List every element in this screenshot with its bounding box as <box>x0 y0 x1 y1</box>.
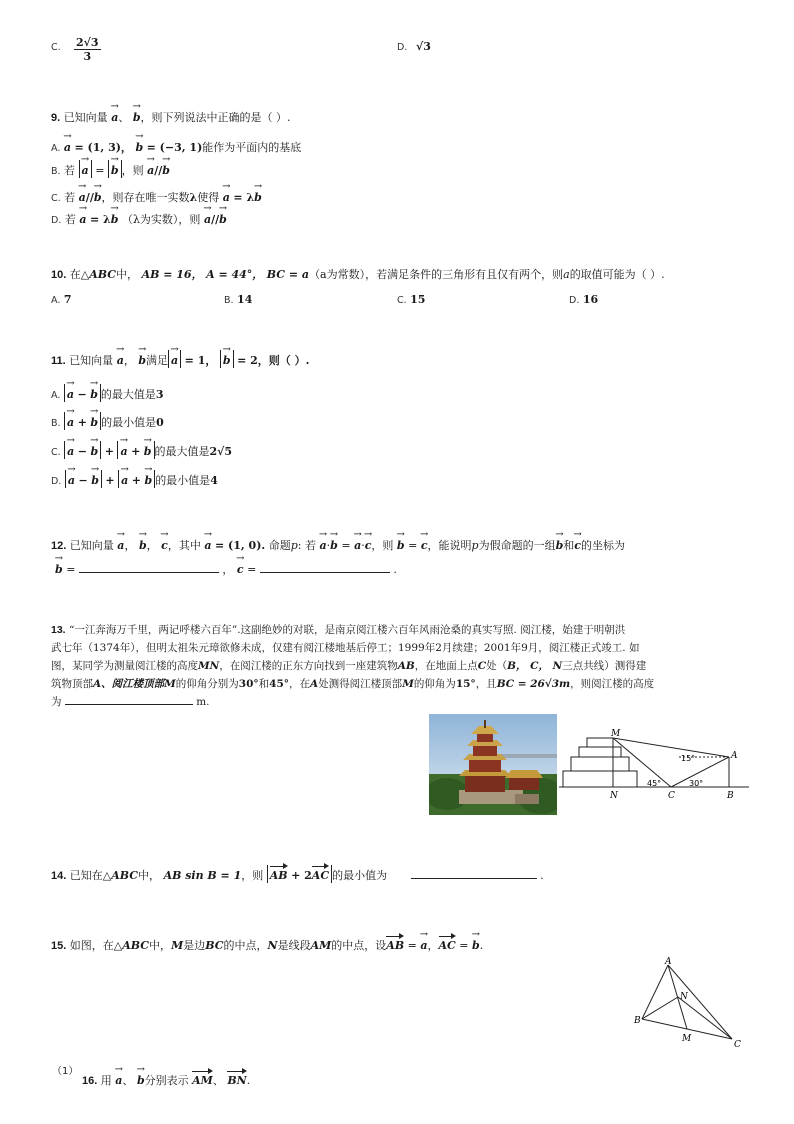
q13-line3c: ，在地面上点 <box>414 660 478 672</box>
q13-line3e: 三点共线）测得建 <box>562 660 647 672</box>
q8-option-c-numerator: 2√3 <box>76 36 99 49</box>
q15-vec-a: → a <box>420 936 427 951</box>
q13-line4m2: M <box>402 678 414 690</box>
q13-line4b: A、阅江楼顶部 <box>93 678 165 690</box>
q11-option-b <box>51 412 164 430</box>
q15-side-ac <box>668 965 732 1039</box>
q9-stem-text-a: 已知向量 <box>63 111 108 124</box>
q15-n: N <box>267 939 278 952</box>
q13-line4c: 的仰角分别为 <box>175 678 239 690</box>
q10-bc: BC = a <box>266 268 310 281</box>
q11-oa-val: 3 <box>155 388 164 401</box>
q16-number: 16. <box>82 1075 98 1087</box>
q13-segment-ma <box>613 738 729 757</box>
q15-stem-c: 是边 <box>183 939 206 952</box>
q9-option-d-vec-a2: → a <box>204 210 211 225</box>
q13-line2: 武七年（1374年），但明太祖朱元璋欲修未成，仅建有阅江楼地基后停工；1999年2月续建；2001年9月，阅江楼正式竣工. 如 <box>51 642 640 654</box>
q12-ans-vec-c: → c <box>237 560 244 575</box>
q13-line3d: 处（ <box>486 660 508 672</box>
q11-ob-vec-a: → a <box>67 413 74 428</box>
q9-option-d-vec-a: → a <box>79 210 86 225</box>
q11-oc-vec-b: → b <box>91 442 99 457</box>
q15-figure <box>628 955 748 1050</box>
q12-vec-c: → c <box>161 536 168 551</box>
q15-end: . <box>479 939 484 952</box>
q9-option-a <box>51 138 301 155</box>
q12-vec-c4: → c <box>574 536 581 551</box>
q9-option-d <box>51 210 227 227</box>
q16-stem <box>82 1071 250 1088</box>
q11-vec-b: → b <box>138 351 146 366</box>
q11-od-vec-b: → b <box>91 471 99 486</box>
q14-condition: AB sin B = 1 <box>163 869 242 882</box>
q12-dot1: · <box>326 539 331 552</box>
q12-stem-h: 和 <box>563 539 575 552</box>
q10-option-c-value: 15 <box>410 293 426 306</box>
q12-vec-b2: → b <box>330 536 338 551</box>
q9-option-c-label: C. <box>51 193 61 204</box>
q10-stem-d: 的取值可能为（ ）. <box>569 268 665 281</box>
q13-line1 <box>51 622 625 637</box>
q9-option-c-vec-b2: → b <box>254 188 262 203</box>
q12-vec-c2: → c <box>365 536 372 551</box>
q14-stem-b: 中， <box>138 869 161 882</box>
q11-eq1: = 1， <box>184 354 217 367</box>
q10-triangle: △ABC <box>80 268 117 281</box>
q11-oc-vec-a: → a <box>67 442 74 457</box>
q9-option-c-vec-a2: → a <box>223 188 230 203</box>
q14-stem-d: 的最小值为 <box>332 869 388 882</box>
q12-sep2: ， <box>146 539 158 552</box>
q11-oa-op: − <box>77 388 87 401</box>
q9-stem-text-c: ，则下列说法中正确的是（ ）. <box>140 111 291 124</box>
q11-oc-vec-a2: → a <box>120 442 127 457</box>
q13-line4d: 和 <box>258 678 270 690</box>
q8-option-c-denominator: 3 <box>83 50 92 63</box>
q15-stem-d: 的中点， <box>223 939 268 952</box>
q11-stem <box>51 350 309 368</box>
q12-answer-blank-b[interactable] <box>79 562 219 573</box>
q14-end: . <box>540 869 544 882</box>
q11-ob-op: + <box>77 416 87 429</box>
q11-vec-a: → a <box>117 351 124 366</box>
q8-option-c-label: C. <box>51 42 61 53</box>
q11-abs-b: → b <box>223 351 231 366</box>
q12-vec-a2: → a <box>204 536 211 551</box>
q10-stem-a: 在 <box>69 268 81 281</box>
q11-od-vec-a: → a <box>68 471 75 486</box>
q13-line4m: M <box>164 678 176 690</box>
q11-od-text: 的最小值是 <box>155 474 211 487</box>
tower-photo-drawing <box>429 714 557 815</box>
q11-option-a <box>51 384 164 402</box>
q8-option-d-value: √3 <box>416 40 431 53</box>
q14-stem-c: ，则 <box>241 869 264 882</box>
yuejiang-tower-photo <box>429 714 557 815</box>
q13-line3 <box>51 658 646 673</box>
q9-option-a-eq1: = (1, 3)， <box>74 141 132 154</box>
q15-label-b: B <box>634 1016 641 1026</box>
q13-label-b: B <box>727 791 734 800</box>
q13-line4i: ，则阅江楼的高度 <box>570 678 655 690</box>
q13-label-n: N <box>610 791 618 800</box>
q11-od-minus: − <box>78 474 88 487</box>
q13-line4f: 处测得阅江楼顶部 <box>318 678 403 690</box>
q12-dot2: · <box>361 539 365 552</box>
q11-stem-b: ， <box>123 354 135 367</box>
q9-option-d-label: D. <box>51 215 62 226</box>
q13-tower-tier-4 <box>563 771 637 787</box>
q12-answer-line <box>55 560 397 577</box>
q13-tower-tier-2 <box>579 747 621 757</box>
q9-option-b <box>51 160 170 178</box>
q9-option-b-vec-a2: → a <box>147 161 154 176</box>
q15-triangle: △ABC <box>113 939 150 952</box>
q15-eq1: = <box>407 939 417 952</box>
q9-option-d-vec-b2: → b <box>219 210 227 225</box>
q9-stem-text-b: 、 <box>118 111 130 124</box>
q11-oa-vec-b: → b <box>90 385 98 400</box>
q14-vec-ac: AC <box>312 866 329 881</box>
q15-stem-f: 的中点，设 <box>331 939 387 952</box>
q16-vec-a: → a <box>115 1071 122 1086</box>
q13-bcn: B， C， N <box>507 660 563 672</box>
q12-ans-sep: ， <box>222 563 234 576</box>
q15-number: 15. <box>51 940 67 952</box>
q10-number: 10. <box>51 269 67 281</box>
q13-bc-eq: BC = 26√3m <box>496 678 571 690</box>
q15-stem-e: 是线段 <box>277 939 311 952</box>
q13-figure <box>559 728 749 800</box>
q15-label-c: C <box>734 1040 741 1050</box>
q14-stem <box>51 865 544 883</box>
q15-vec-ac: AC <box>439 936 456 951</box>
q13-line4e: ，在 <box>289 678 311 690</box>
q12-eq: = (1, 0). <box>214 539 266 552</box>
q11-eq2: = 2，则（ ）. <box>237 354 310 367</box>
q11-od-plus2: + <box>131 474 141 487</box>
q9-option-b-eq: = <box>95 164 105 177</box>
q9-option-d-parallel: // <box>211 213 220 226</box>
q9-option-d-vec-b: → b <box>111 210 119 225</box>
q11-stem-a: 已知向量 <box>69 354 114 367</box>
q10-option-c-label: C. <box>397 295 407 306</box>
q13-unit: m. <box>196 696 210 708</box>
q15-vec-ab: AB <box>386 936 404 951</box>
q9-option-b-label: B. <box>51 166 61 177</box>
q12-number: 12. <box>51 540 67 552</box>
q12-stem <box>51 536 625 553</box>
q11-option-d-label: D. <box>51 476 62 487</box>
q9-option-c-mid2: 使得 <box>197 191 220 204</box>
q11-oa-text: 的最大值是 <box>100 388 156 401</box>
q12-p2: p <box>471 539 479 552</box>
q15-stem-b: 中， <box>149 939 172 952</box>
q13-line1-text: “一江奔海万千里，两记呼楼六百年”.这副绝妙的对联，是南京阅江楼六百年风雨沧桑的真实写照. 阅江楼，始建于明朝洪 <box>68 624 626 636</box>
q12-answer-blank-c[interactable] <box>260 562 390 573</box>
q11-number: 11. <box>51 355 66 367</box>
q9-option-d-mid: （λ为实数），则 <box>121 213 201 226</box>
q9-option-a-label: A. <box>51 143 61 154</box>
q13-mn: MN <box>198 660 220 672</box>
q11-od-plus: + <box>105 474 115 487</box>
q16-vec-b: → b <box>137 1071 145 1086</box>
q11-ob-val: 0 <box>156 416 164 429</box>
q12-stem-d: : 若 <box>297 539 316 552</box>
q15-eq2: = <box>459 939 469 952</box>
q11-stem-c: 满足 <box>146 354 169 367</box>
q14-vec-ab: AB <box>270 866 288 881</box>
q11-oc-plus2: + <box>131 445 141 458</box>
q9-option-b-vec-b: → b <box>111 161 119 176</box>
q10-angle-a: A = 44°， <box>206 268 264 281</box>
q12-stem-c: 命题 <box>268 539 291 552</box>
q13-ang1: 30° <box>238 678 259 690</box>
q10-option-a-value: 7 <box>63 293 72 306</box>
q13-ang2: 45° <box>269 678 290 690</box>
q11-oc-vec-b2: → b <box>144 442 152 457</box>
q11-od-val: 4 <box>210 474 218 487</box>
q12-eq3: = <box>408 539 418 552</box>
q13-line4a: 筑物顶部 <box>51 678 93 690</box>
q16-stem-a: 用 <box>100 1074 112 1087</box>
q10-option-a <box>51 293 72 306</box>
q14-stem-a: 已知在 <box>69 869 103 882</box>
q16-vec-bn: BN <box>227 1071 246 1086</box>
q12-eq2: = <box>341 539 351 552</box>
q10-option-d-label: D. <box>569 295 580 306</box>
q13-ang3: 15° <box>455 678 476 690</box>
q14-triangle: △ABC <box>102 869 139 882</box>
q14-answer-blank[interactable] <box>411 868 537 879</box>
q9-option-a-eq2: = (−3, 1) <box>146 141 203 154</box>
q12-stem-i: 的坐标为 <box>580 539 625 552</box>
q15-stem: 15. 如图，在△ABC中，M是边BC的中点，N是线段AM的中点，设AB = → a，AC = → b. <box>51 936 483 953</box>
q16-vec-am: AM <box>192 1071 213 1086</box>
q12-sep1: ， <box>124 539 136 552</box>
q9-option-c-pre: 若 <box>64 191 76 204</box>
q12-vec-b3: → b <box>397 536 405 551</box>
q15-label-m: M <box>682 1034 692 1044</box>
q12-stem-b: ，其中 <box>167 539 201 552</box>
q13-tower-tier-1 <box>587 738 613 747</box>
q13-label-angle-45: 45° <box>647 779 662 788</box>
q13-label-c: C <box>668 791 675 800</box>
q9-option-b-vec-b2: → b <box>162 161 170 176</box>
q13-line3b: ，在阅江楼的正东方向找到一座建筑物 <box>219 660 398 672</box>
q12-vec-a: → a <box>117 536 124 551</box>
q12-ans-vec-b: → b <box>55 560 63 575</box>
q13-line4h: ，且 <box>475 678 497 690</box>
q10-option-d <box>569 293 598 306</box>
q9-option-b-mid: ，则 <box>121 164 144 177</box>
q11-option-b-label: B. <box>51 418 61 429</box>
q13-tower-tier-3 <box>571 757 629 771</box>
q11-abs-a: → a <box>171 351 178 366</box>
q11-option-c <box>51 441 232 459</box>
q10-option-a-label: A. <box>51 295 61 306</box>
q12-stem-f: ，能说明 <box>427 539 472 552</box>
q10-option-b-value: 14 <box>237 293 253 306</box>
q16-sep: 、 <box>122 1074 134 1087</box>
q13-label-a: A <box>731 751 738 761</box>
q9-option-c-parallel: // <box>85 191 94 204</box>
q16-part-label: （1） <box>52 1066 79 1077</box>
q9-option-d-eq: = λ <box>89 213 111 226</box>
q9-option-c-lambda: λ <box>189 191 198 204</box>
q10-option-b <box>224 293 252 306</box>
q9-option-a-vec-b: → b <box>135 138 143 153</box>
q12-vec-b: → b <box>139 536 147 551</box>
q11-option-c-label: C. <box>51 447 61 458</box>
q12-ans-eq1: = <box>66 563 76 576</box>
q8-option-d-label: D. <box>397 42 408 53</box>
q10-var: a <box>563 268 570 281</box>
q9-stem <box>51 108 291 125</box>
q9-vector-a: → a <box>111 108 118 123</box>
q11-oc-text: 的最大值是 <box>154 445 210 458</box>
q12-ans-end: . <box>393 563 397 576</box>
q9-option-c-vec-a: → a <box>79 188 86 203</box>
q14-plus: + 2 <box>291 869 312 882</box>
q10-option-c <box>397 293 425 306</box>
q11-ob-vec-b: → b <box>90 413 98 428</box>
q13-label-angle-30: 30° <box>689 779 704 788</box>
q9-option-b-pre: 若 <box>64 164 76 177</box>
q9-option-c-mid: ，则存在唯一实数 <box>101 191 190 204</box>
q9-option-d-pre: 若 <box>64 213 76 226</box>
q11-option-d <box>51 470 218 488</box>
q9-number: 9. <box>51 112 61 124</box>
q13-ab: AB <box>397 660 415 672</box>
q14-number: 14. <box>51 870 67 882</box>
q10-stem-c: （a为常数），若满足条件的三角形有且仅有两个，则 <box>309 268 564 281</box>
q9-option-c-eq: = λ <box>233 191 255 204</box>
q11-ob-text: 的最小值是 <box>101 416 157 429</box>
q11-od-vec-b2: → b <box>144 471 152 486</box>
q12-p: p <box>290 539 298 552</box>
q13-line4g: 的仰角为 <box>413 678 456 690</box>
q15-m: M <box>171 939 184 952</box>
q11-oc-val: 2√5 <box>209 445 233 458</box>
q13-line5a: 为 <box>51 696 62 708</box>
q13-number: 13. <box>51 624 66 636</box>
q13-label-angle-15: 15° <box>681 754 696 763</box>
q10-ab: AB = 16， <box>141 268 203 281</box>
q13-label-m: M <box>611 729 621 739</box>
q16-stem-b: 分别表示 <box>144 1074 189 1087</box>
q13-line3a: 图，某同学为测量阅江楼的高度 <box>51 660 198 672</box>
q9-option-a-vec-a: → a <box>64 138 71 153</box>
q11-option-a-label: A. <box>51 390 61 401</box>
q12-vec-c3: → c <box>421 536 428 551</box>
q9-option-b-parallel: // <box>154 164 163 177</box>
q12-stem-e: ，则 <box>371 539 394 552</box>
q9-option-b-vec-a: → a <box>82 161 89 176</box>
q12-vec-a3: → a <box>320 536 327 551</box>
q16-sep2: 、 <box>212 1074 224 1087</box>
q9-option-c-vec-b: → b <box>94 188 102 203</box>
q11-oc-minus: − <box>77 445 88 458</box>
q16-end: . <box>246 1074 251 1087</box>
q9-option-a-text: 能作为平面内的基底 <box>202 141 302 154</box>
q10-option-d-value: 16 <box>582 293 599 306</box>
q12-stem-a: 已知向量 <box>69 539 114 552</box>
q13-line4 <box>51 676 654 691</box>
q8-option-c-value <box>74 36 101 63</box>
q9-vector-b: → b <box>133 108 141 123</box>
q15-vec-b: → b <box>472 936 480 951</box>
q15-stem-a: 如图，在 <box>69 939 114 952</box>
q15-label-a: A <box>665 957 672 967</box>
q10-stem-b: 中， <box>116 268 139 281</box>
q11-oc-plus: + <box>104 445 114 458</box>
q13-line4a2: A <box>310 678 319 690</box>
q10-stem <box>51 266 665 282</box>
q13-segment-mc <box>613 738 671 787</box>
q15-bc: BC <box>205 939 224 952</box>
q11-oa-vec-a: → a <box>67 385 74 400</box>
q12-ans-eq2: = <box>247 563 257 576</box>
q15-label-n: N <box>680 992 688 1002</box>
q15-am: AM <box>310 939 332 952</box>
q13-line5 <box>51 694 209 709</box>
q13-answer-blank[interactable] <box>65 694 193 705</box>
q12-stem-g: 为假命题的一组 <box>478 539 556 552</box>
q12-vec-a4: → a <box>354 536 361 551</box>
q10-option-b-label: B. <box>224 295 234 306</box>
q13-c: C <box>477 660 487 672</box>
q12-vec-b4: → b <box>556 536 564 551</box>
q11-od-vec-a2: → a <box>121 471 128 486</box>
